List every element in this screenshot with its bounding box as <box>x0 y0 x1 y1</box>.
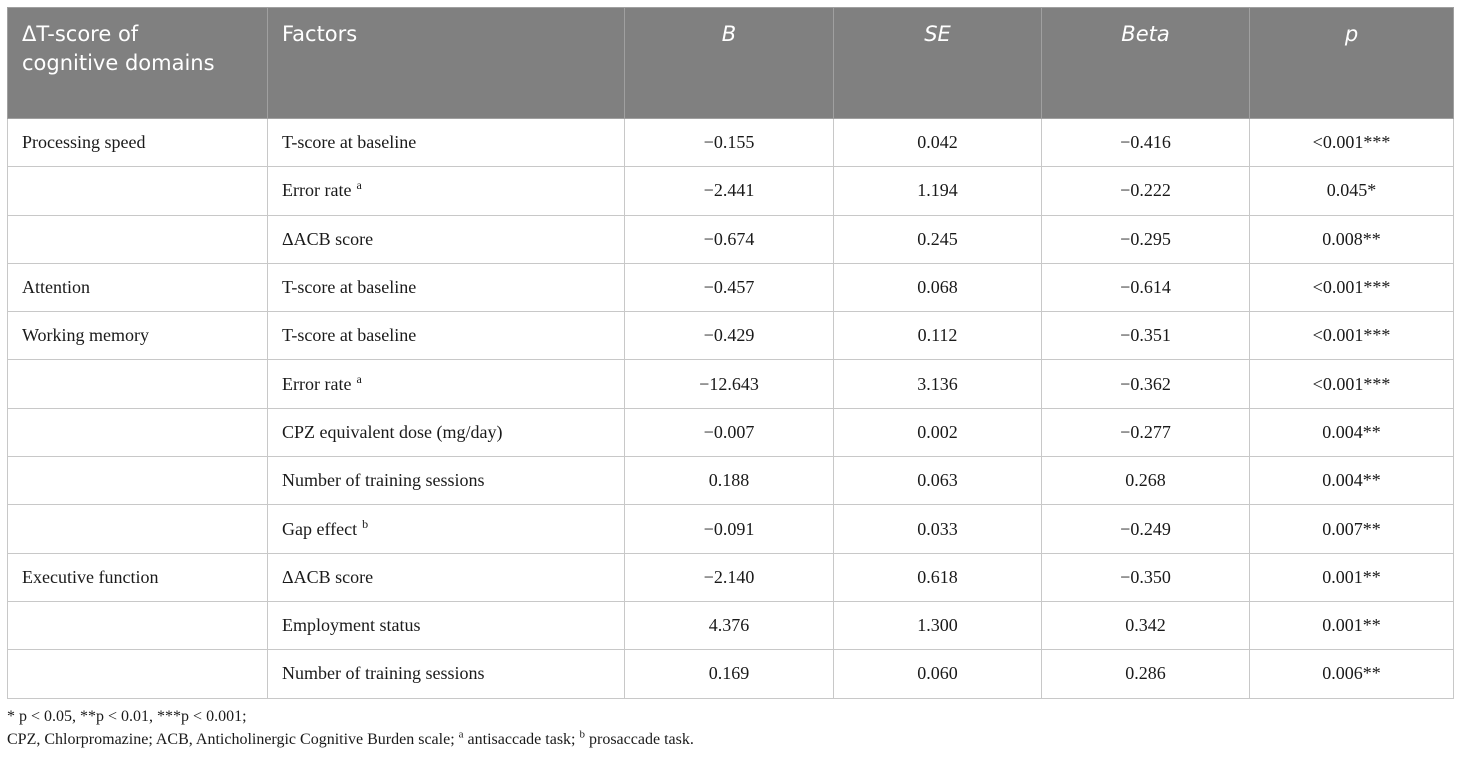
cell-b-text: −0.155 <box>703 132 755 153</box>
cell-b <box>625 650 834 698</box>
header-beta: Beta <box>1042 8 1250 119</box>
header-factors: Factors <box>268 8 625 119</box>
cell-domain-text: Processing speed <box>22 132 146 153</box>
cell-domain <box>8 119 268 167</box>
cell-domain <box>8 553 268 601</box>
table-row <box>8 408 1454 456</box>
cell-p-text: 0.007** <box>1322 518 1381 539</box>
cell-beta <box>1042 505 1250 553</box>
cell-b-text: −12.643 <box>699 373 759 394</box>
cell-se <box>834 360 1042 408</box>
cell-factor-text: Error rate <box>282 180 352 201</box>
cell-beta <box>1042 167 1250 215</box>
cell-se <box>834 263 1042 311</box>
cell-p <box>1250 457 1454 505</box>
cell-b <box>625 215 834 263</box>
factor-footnote-marker: a <box>356 371 362 386</box>
cell-b-text: −0.457 <box>703 277 755 298</box>
cell-p <box>1250 215 1454 263</box>
cell-b-text: 0.188 <box>708 470 750 491</box>
cell-factor-text: Number of training sessions <box>282 663 485 684</box>
cell-factor <box>268 360 625 408</box>
table-row <box>8 167 1454 215</box>
cell-b <box>625 505 834 553</box>
cell-se-text: 0.033 <box>917 518 958 539</box>
cell-beta-text: −0.362 <box>1120 373 1171 394</box>
cell-factor <box>268 263 625 311</box>
cell-p <box>1250 119 1454 167</box>
cell-p-text: <0.001*** <box>1312 325 1391 346</box>
cell-se <box>834 215 1042 263</box>
cell-se-text: 1.194 <box>917 180 958 201</box>
cell-b <box>625 553 834 601</box>
cell-beta <box>1042 360 1250 408</box>
cell-beta-text: 0.268 <box>1125 470 1166 491</box>
header-b: B <box>625 8 834 119</box>
table-row <box>8 601 1454 649</box>
cell-se-text: 0.112 <box>917 325 958 346</box>
cell-se-text: 0.063 <box>917 470 958 491</box>
cell-factor <box>268 408 625 456</box>
table-row <box>8 360 1454 408</box>
cell-factor-text: Error rate <box>282 373 352 394</box>
cell-factor <box>268 215 625 263</box>
cell-p-text: 0.001** <box>1322 615 1381 636</box>
cell-p-text: 0.004** <box>1322 421 1381 442</box>
cell-b-text: −0.674 <box>703 228 755 249</box>
cell-factor-text: CPZ equivalent dose (mg/day) <box>282 421 503 442</box>
cell-b <box>625 457 834 505</box>
cell-p <box>1250 263 1454 311</box>
cell-p <box>1250 601 1454 649</box>
cell-b <box>625 119 834 167</box>
cell-se <box>834 119 1042 167</box>
cell-domain <box>8 650 268 698</box>
cell-factor <box>268 119 625 167</box>
cell-p-text: 0.001** <box>1322 566 1381 587</box>
cell-p-text: 0.008** <box>1322 228 1381 249</box>
cell-beta <box>1042 215 1250 263</box>
cell-domain-text: Working memory <box>22 325 150 346</box>
cell-beta <box>1042 601 1250 649</box>
cell-domain <box>8 505 268 553</box>
cell-factor <box>268 553 625 601</box>
cell-se-text: 0.245 <box>917 228 958 249</box>
cell-domain-text: Executive function <box>22 566 159 587</box>
cell-factor <box>268 457 625 505</box>
cell-b-text: −0.091 <box>703 518 755 539</box>
table-row <box>8 215 1454 263</box>
cell-p-text: <0.001*** <box>1312 132 1391 153</box>
cell-se-text: 0.042 <box>917 132 958 153</box>
cell-b <box>625 360 834 408</box>
cell-b-text: −0.429 <box>703 325 755 346</box>
cell-b-text: −2.140 <box>703 566 755 587</box>
factor-footnote-marker: a <box>356 178 362 193</box>
cell-b <box>625 408 834 456</box>
cell-se-text: 0.068 <box>917 277 958 298</box>
cell-se <box>834 457 1042 505</box>
cell-factor-text: ΔACB score <box>282 566 374 587</box>
cell-p-text: 0.006** <box>1322 663 1381 684</box>
cell-domain <box>8 360 268 408</box>
table-row <box>8 650 1454 698</box>
cell-domain <box>8 408 268 456</box>
cell-se-text: 0.060 <box>917 663 958 684</box>
cell-domain <box>8 457 268 505</box>
cell-beta-text: −0.350 <box>1120 566 1171 587</box>
footnote-note-a: antisaccade task; <box>467 731 576 748</box>
cell-b <box>625 263 834 311</box>
cell-beta <box>1042 553 1250 601</box>
table-row <box>8 457 1454 505</box>
cell-b-text: −0.007 <box>703 421 755 442</box>
cell-factor <box>268 650 625 698</box>
cell-factor-text: Gap effect <box>282 518 358 539</box>
cell-p <box>1250 312 1454 360</box>
table-row <box>8 505 1454 553</box>
cell-se <box>834 601 1042 649</box>
cell-se-text: 1.300 <box>917 615 958 636</box>
cell-beta <box>1042 312 1250 360</box>
cell-factor <box>268 601 625 649</box>
cell-beta-text: −0.416 <box>1120 132 1171 153</box>
cell-domain <box>8 601 268 649</box>
cell-se-text: 0.618 <box>917 566 958 587</box>
header-se: SE <box>834 8 1042 119</box>
header-domain: ΔT-score of cognitive domains <box>8 8 268 119</box>
cell-b <box>625 312 834 360</box>
cell-se <box>834 408 1042 456</box>
cell-domain <box>8 167 268 215</box>
cell-beta-text: −0.614 <box>1120 277 1171 298</box>
table-row <box>8 553 1454 601</box>
table-header-row <box>8 8 1454 119</box>
table-row <box>8 312 1454 360</box>
cell-beta-text: −0.249 <box>1120 518 1171 539</box>
cell-p-text: <0.001*** <box>1312 373 1391 394</box>
cell-factor-text: T-score at baseline <box>282 325 417 346</box>
cell-p <box>1250 167 1454 215</box>
cell-p <box>1250 360 1454 408</box>
footnote-significance: * p < 0.05, **p < 0.01, ***p < 0.001; <box>7 708 247 725</box>
cell-domain <box>8 312 268 360</box>
cell-p <box>1250 650 1454 698</box>
cell-b <box>625 601 834 649</box>
header-p: p <box>1250 8 1454 119</box>
cell-p <box>1250 505 1454 553</box>
cell-beta <box>1042 457 1250 505</box>
footnote-abbreviations <box>7 728 694 751</box>
cell-b-text: −2.441 <box>703 180 755 201</box>
cell-domain-text: Attention <box>22 277 90 298</box>
regression-table <box>7 7 1454 699</box>
cell-se <box>834 167 1042 215</box>
cell-beta-text: 0.342 <box>1125 615 1166 636</box>
factor-footnote-marker: b <box>362 516 369 531</box>
cell-p <box>1250 553 1454 601</box>
cell-beta-text: −0.351 <box>1120 325 1171 346</box>
cell-factor-text: Number of training sessions <box>282 470 485 491</box>
cell-beta <box>1042 650 1250 698</box>
cell-beta <box>1042 408 1250 456</box>
cell-b <box>625 167 834 215</box>
table-row <box>8 263 1454 311</box>
footnotes <box>7 705 694 751</box>
cell-se <box>834 553 1042 601</box>
cell-factor <box>268 167 625 215</box>
cell-beta-text: −0.295 <box>1120 228 1171 249</box>
cell-beta <box>1042 119 1250 167</box>
cell-p-text: <0.001*** <box>1312 277 1391 298</box>
cell-beta <box>1042 263 1250 311</box>
cell-beta-text: −0.277 <box>1120 421 1171 442</box>
cell-p-text: 0.004** <box>1322 470 1381 491</box>
cell-beta-text: −0.222 <box>1120 180 1171 201</box>
cell-factor-text: ΔACB score <box>282 228 374 249</box>
cell-factor <box>268 505 625 553</box>
cell-p <box>1250 408 1454 456</box>
cell-se-text: 0.002 <box>917 421 958 442</box>
cell-factor-text: Employment status <box>282 615 421 636</box>
footnote-sup-a: a <box>458 728 464 741</box>
cell-p-text: 0.045* <box>1326 180 1377 201</box>
cell-factor-text: T-score at baseline <box>282 277 417 298</box>
table-row <box>8 119 1454 167</box>
cell-b-text: 0.169 <box>708 663 750 684</box>
footnote-note-b: prosaccade task. <box>589 731 694 748</box>
cell-se <box>834 312 1042 360</box>
cell-se <box>834 505 1042 553</box>
table-body <box>8 119 1454 699</box>
cell-domain <box>8 215 268 263</box>
cell-b-text: 4.376 <box>708 615 750 636</box>
cell-domain <box>8 263 268 311</box>
cell-factor-text: T-score at baseline <box>282 132 417 153</box>
cell-se-text: 3.136 <box>917 373 958 394</box>
cell-beta-text: 0.286 <box>1125 663 1166 684</box>
footnote-abbrev-text: CPZ, Chlorpromazine; ACB, Anticholinergic Cognitive Burden scale; <box>7 731 455 748</box>
footnote-sup-b: b <box>579 728 585 741</box>
cell-factor <box>268 312 625 360</box>
cell-se <box>834 650 1042 698</box>
